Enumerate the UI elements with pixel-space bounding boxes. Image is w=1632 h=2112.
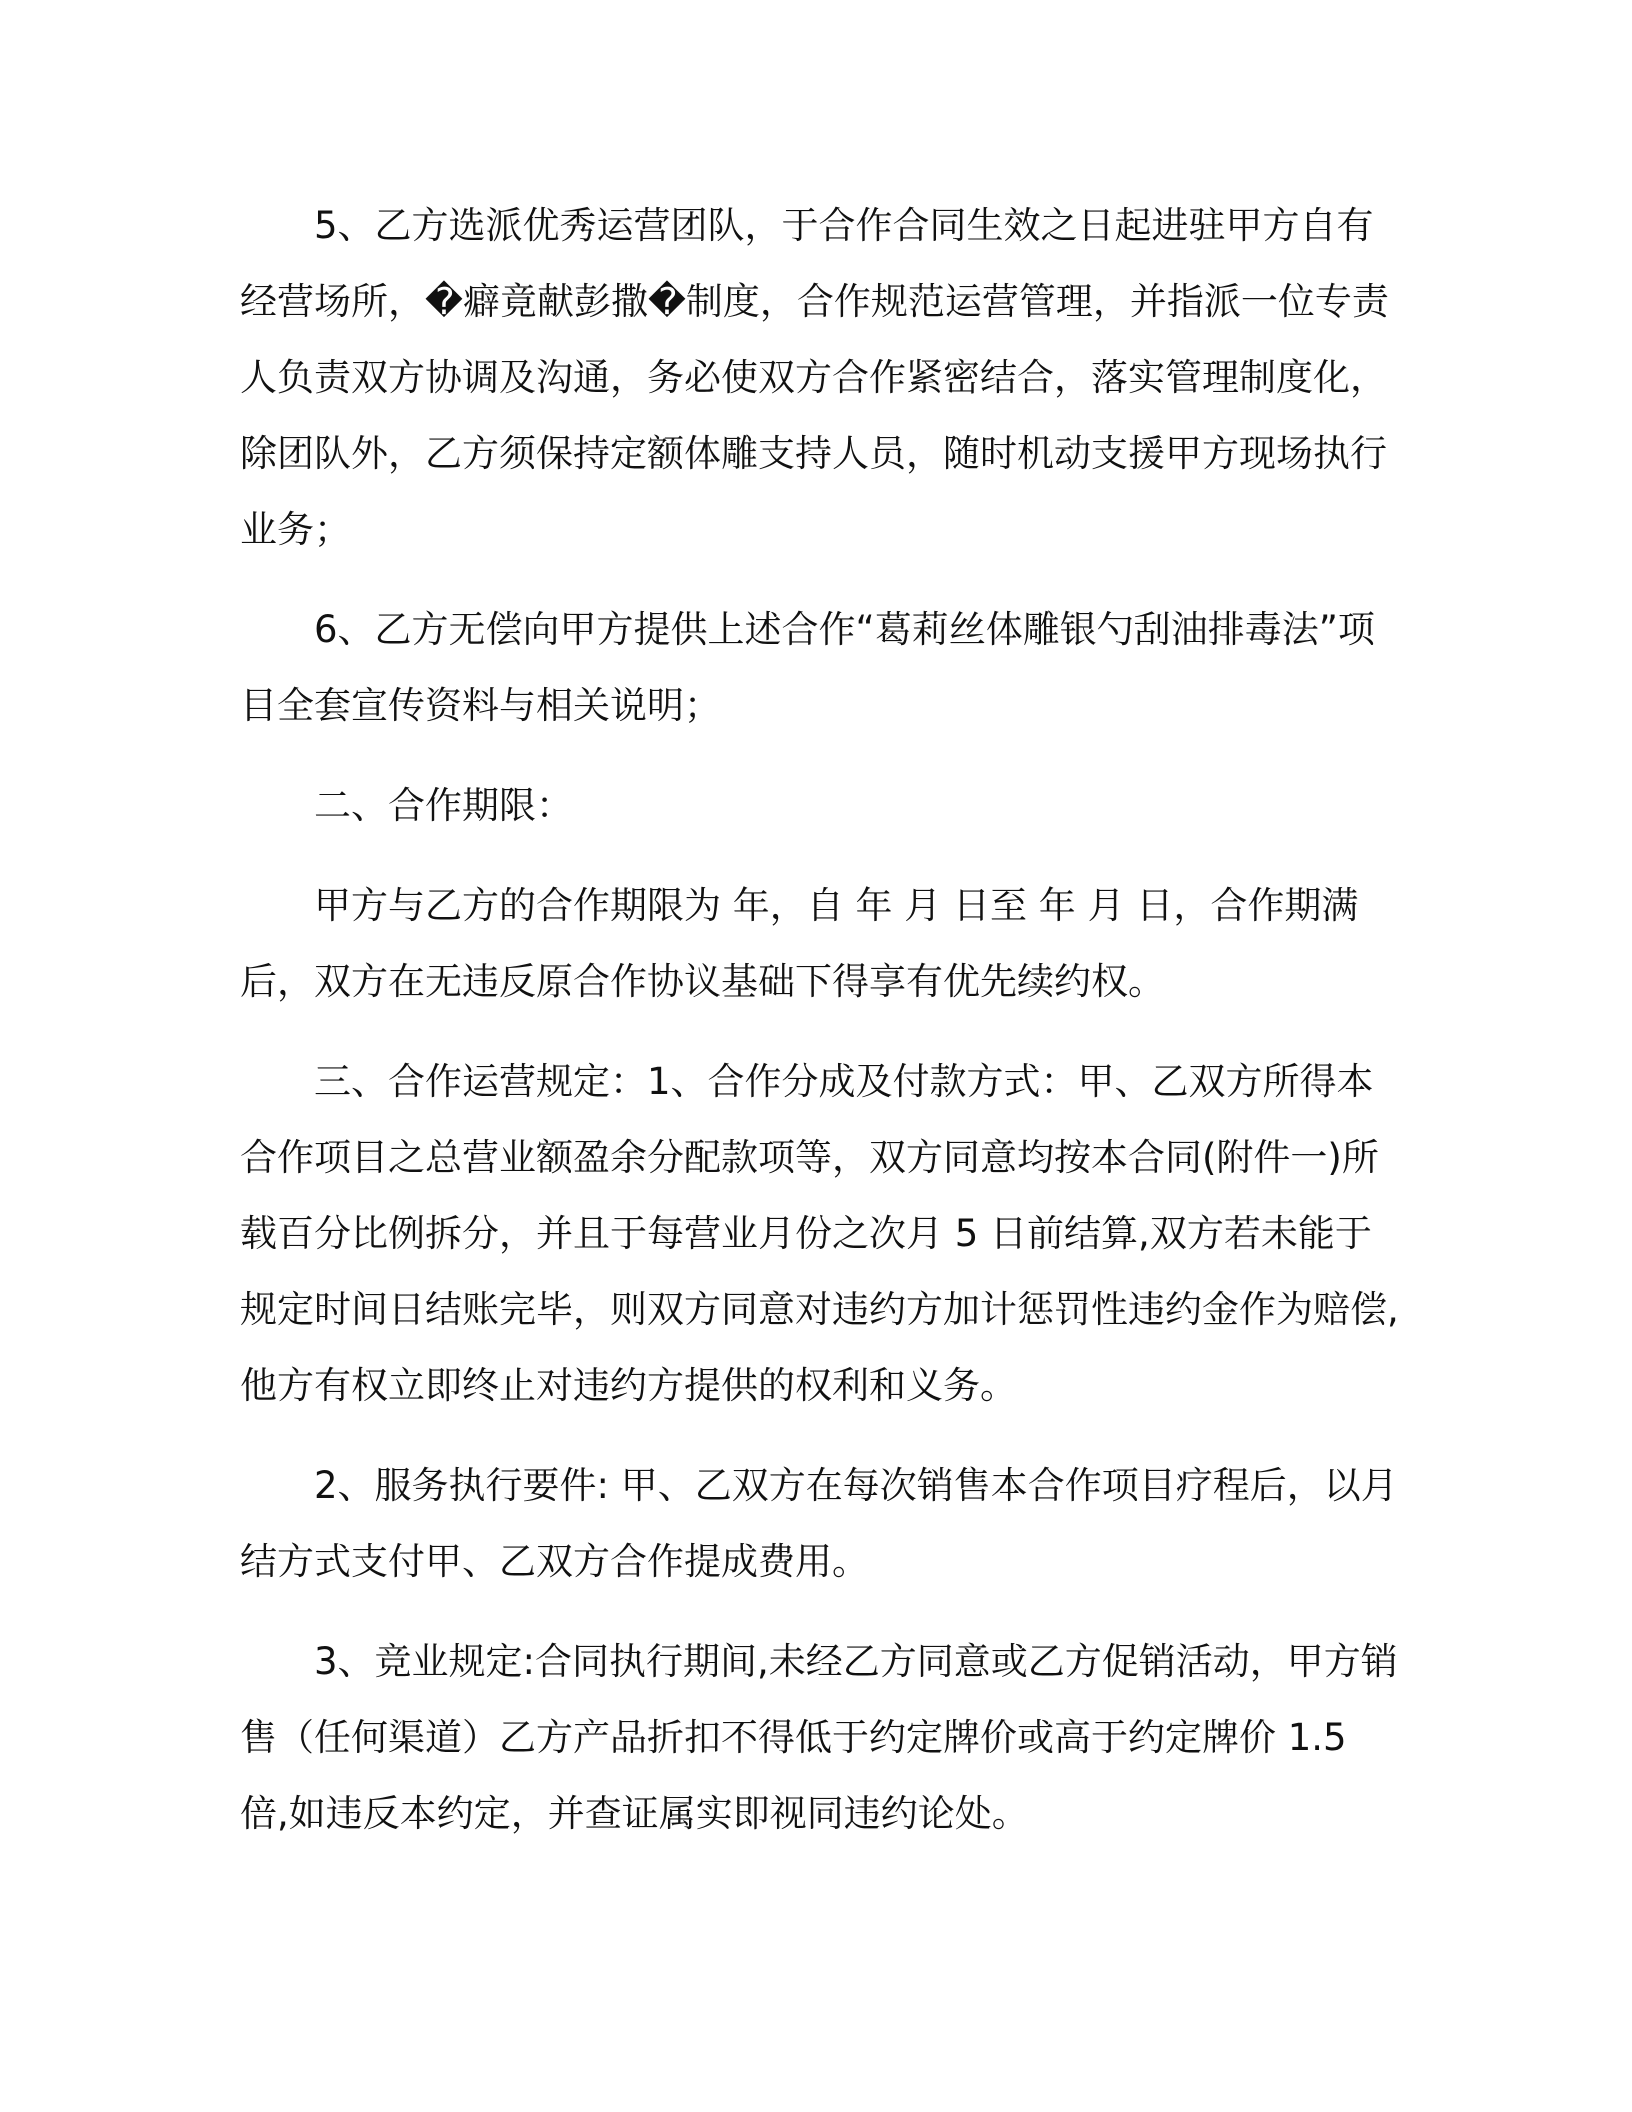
section-3-paragraph: 三、合作运营规定：1、合作分成及付款方式：甲、乙双方所得本合作项目之总营业额盈余分配款项等，双方同意均按本合同(附件一)所载百分比例拆分，并且于每营业月份之次月 5 日前结算,双方若未能于规定时间日结账完毕，则双方同意对违约方加计惩罚性违约金作为赔偿,他方有权立即终止对违约方提供的权利和义务。 — [240, 1060, 1399, 1407]
section-2-heading: 二、合作期限： — [314, 784, 573, 827]
cooperation-term-paragraph: 甲方与乙方的合作期限为 年，自 年 月 日至 年 月 日，合作期满后，双方在无违反原合作协议基础下得享有优先续约权。 — [240, 884, 1359, 1003]
service-requirements-paragraph: 2、服务执行要件: 甲、乙双方在每次销售本合作项目疗程后，以月结方式支付甲、乙双方合作提成费用。 — [240, 1464, 1398, 1583]
clause-6-paragraph: 6、乙方无偿向甲方提供上述合作“葛莉丝体雕银勺刮油排毒法”项目全套宣传资料与相关说明； — [240, 608, 1375, 727]
clause-5-paragraph: 5、乙方选派优秀运营团队，于合作合同生效之日起进驻甲方自有经营场所，�癖竟献彭撒�制度，合作规范运营管理，并指派一位专责人负责双方协调及沟通，务必使双方合作紧密结合，落实管理制度化，除团队外，乙方须保持定额体雕支持人员，随时机动支援甲方现场执行业务； — [240, 204, 1389, 551]
non-compete-paragraph: 3、竞业规定:合同执行期间,未经乙方同意或乙方促销活动，甲方销售（任何渠道）乙方产品折扣不得低于约定牌价或高于约定牌价 1.5 倍,如违反本约定，并查证属实即视同违约论处。 — [240, 1640, 1398, 1835]
document-page — [240, 188, 1400, 1852]
